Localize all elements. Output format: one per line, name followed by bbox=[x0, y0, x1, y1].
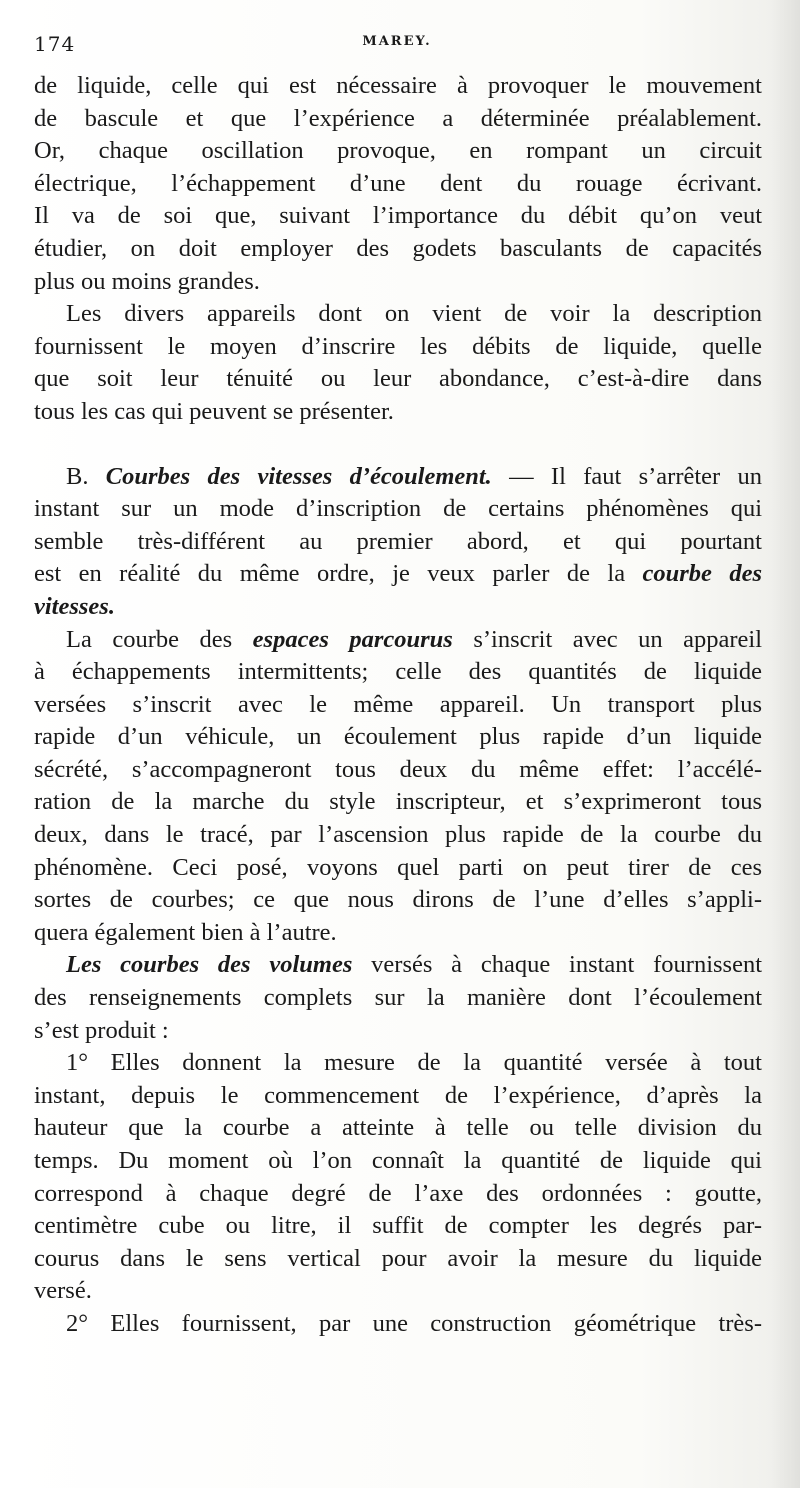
text-line: semble très-différent au premier abord, et qui pourtant bbox=[34, 527, 762, 555]
text-line: hauteur que la courbe a atteinte à telle ou telle division du bbox=[34, 1114, 762, 1142]
text-line: que soit leur ténuité ou leur abondance, c’est-à-dire dans bbox=[34, 365, 762, 393]
text-line: correspond à chaque degré de l’axe des ordonnées : goutte, bbox=[34, 1179, 762, 1207]
italic-term: vitesses. bbox=[34, 592, 115, 620]
text-line: Or, chaque oscillation provoque, en rompant un circuit bbox=[34, 137, 762, 165]
text-line: tous les cas qui peuvent se présenter. bbox=[34, 397, 394, 425]
text-line bbox=[34, 591, 762, 624]
section-heading-line bbox=[34, 461, 762, 494]
text-line: de bascule et que l’expérience a déterminée préalablement. bbox=[34, 104, 762, 132]
text-segment: versés à chaque instant fournissent bbox=[371, 951, 763, 979]
text-line: s’est produit : bbox=[34, 1016, 169, 1044]
text-line: sécrété, s’accompagneront tous deux du même effet: l’accélé- bbox=[34, 755, 762, 783]
text-line: Il va de soi que, suivant l’importance du débit qu’on veut bbox=[34, 202, 762, 230]
text-line: 2° Elles fournissent, par une construction géométrique très- bbox=[66, 1309, 762, 1337]
section-heading-rest: — Il faut s’arrêter un bbox=[509, 462, 763, 490]
text-line: centimètre cube ou litre, il suffit de compter les degrés par- bbox=[34, 1212, 762, 1240]
text-line: phénomène. Ceci posé, voyons quel parti on peut tirer de ces bbox=[34, 853, 762, 881]
text-line: rapide d’un véhicule, un écoulement plus rapide d’un liquide bbox=[34, 723, 762, 751]
text-line: 1° Elles donnent la mesure de la quantité versée à tout bbox=[66, 1049, 762, 1077]
text-line: temps. Du moment où l’on connaît la quantité de liquide qui bbox=[34, 1147, 762, 1174]
text-line: instant sur un mode d’inscription de certains phénomènes qui bbox=[34, 495, 762, 523]
text-line: ration de la marche du style inscripteur, et s’exprimeront tous bbox=[34, 788, 762, 816]
text-line: des renseignements complets sur la manière dont l’écoulement bbox=[34, 984, 762, 1012]
page-edge-shadow bbox=[770, 0, 800, 1488]
page-header bbox=[34, 28, 760, 58]
text-segment: est en réalité du même ordre, je veux parler de la bbox=[34, 560, 626, 588]
section-gap bbox=[34, 429, 762, 461]
text-line: à échappements intermittents; celle des quantités de liquide bbox=[34, 658, 762, 686]
section-title: Courbes des vitesses d’écoulement. bbox=[105, 462, 492, 490]
text-line: électrique, l’échappement d’une dent du rouage écrivant. bbox=[34, 169, 762, 197]
text-line bbox=[34, 624, 762, 657]
text-segment: s’inscrit avec un appareil bbox=[473, 625, 763, 653]
text-line: versées s’inscrit avec le même appareil. Un transport plus bbox=[34, 690, 762, 718]
text-line: plus ou moins grandes. bbox=[34, 267, 260, 295]
text-line: instant, depuis le commencement de l’expérience, d’après la bbox=[34, 1081, 762, 1109]
italic-term: courbe des bbox=[642, 560, 762, 588]
text-line: de liquide, celle qui est nécessaire à provoquer le mouvement bbox=[34, 72, 762, 99]
text-line bbox=[34, 949, 762, 982]
text-line: quera également bien à l’autre. bbox=[34, 918, 337, 946]
section-label: B. bbox=[66, 462, 89, 490]
text-line: sortes de courbes; ce que nous dirons de l’une d’elles s’appli- bbox=[34, 886, 762, 914]
text-line: fournissent le moyen d’inscrire les débits de liquide, quelle bbox=[34, 332, 762, 360]
text-line bbox=[34, 558, 762, 591]
running-head: MAREY. bbox=[362, 34, 432, 49]
text-line: deux, dans le tracé, par l’ascension plus rapide de la courbe du bbox=[34, 821, 762, 849]
body-text bbox=[34, 70, 762, 1341]
page-number: 174 bbox=[34, 32, 76, 56]
italic-term: Les courbes des volumes bbox=[66, 951, 353, 979]
text-line: versé. bbox=[34, 1277, 92, 1305]
italic-term: espaces parcourus bbox=[252, 625, 453, 653]
text-line: étudier, on doit employer des godets basculants de capacités bbox=[34, 234, 762, 262]
text-line: Les divers appareils dont on vient de voir la description bbox=[66, 300, 762, 328]
text-segment: La courbe des bbox=[66, 625, 233, 653]
text-line: courus dans le sens vertical pour avoir la mesure du liquide bbox=[34, 1244, 762, 1272]
